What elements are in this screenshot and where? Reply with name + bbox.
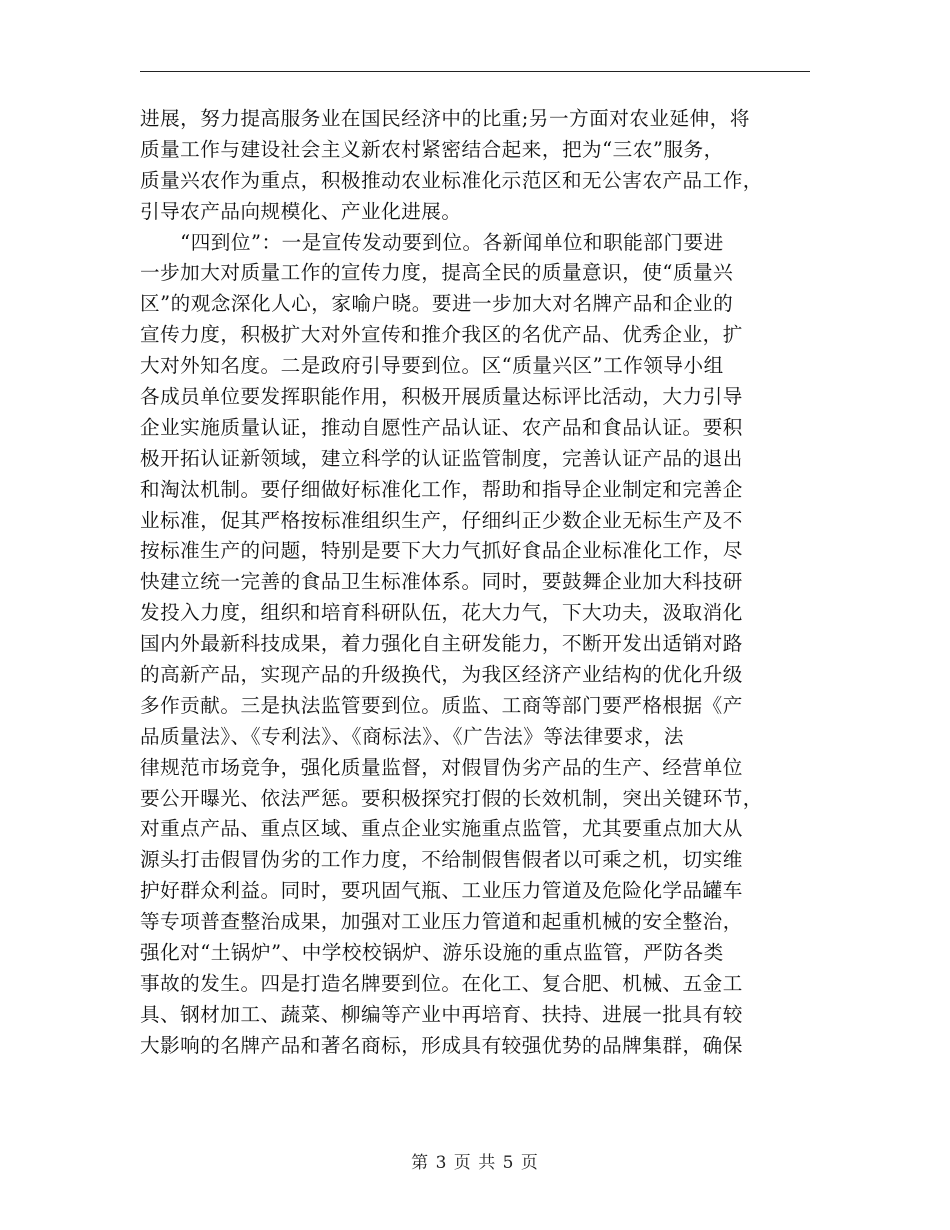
text-line: 多作贡献。三是执法监管要到位。质监、工商等部门要严格根据《产 [140, 693, 743, 717]
text-line: 律规范市场竞争，强化质量监督，对假冒伪劣产品的生产、经营单位 [140, 755, 743, 779]
text-line: 业标准，促其严格按标准组织生产，仔细纠正少数企业无标生产及不 [140, 508, 743, 532]
page-number: 第 3 页 共 5 页 [411, 1153, 539, 1173]
text-line: 一步加大对质量工作的宣传力度，提高全民的质量意识，使“质量兴 [140, 261, 734, 285]
text-line: 等专项普查整治成果，加强对工业压力管道和起重机械的安全整治， [140, 910, 743, 934]
text-line: 要公开曝光、依法严惩。要积极探究打假的长效机制，突出关键环节， [140, 786, 763, 810]
text-line: 护好群众利益。同时，要巩固气瓶、工业压力管道及危险化学品罐车 [140, 879, 743, 903]
text-line: 对重点产品、重点区域、重点企业实施重点监管，尤其要重点加大从 [140, 817, 743, 841]
text-line: 大影响的名牌产品和著名商标，形成具有较强优势的品牌集群，确保 [140, 1033, 743, 1057]
text-line: 和淘汰机制。要仔细做好标准化工作，帮助和指导企业制定和完善企 [140, 477, 743, 501]
text-line: 国内外最新科技成果，着力强化自主研发能力，不断开发出适销对路 [140, 632, 743, 656]
text-line: 区”的观念深化人心，家喻户晓。要进一步加大对名牌产品和企业的 [140, 292, 734, 316]
document-body [140, 104, 820, 1062]
text-line: 事故的发生。四是打造名牌要到位。在化工、复合肥、机械、五金工 [140, 971, 743, 995]
text-line: 源头打击假冒伪劣的工作力度，不给制假售假者以可乘之机，切实维 [140, 848, 743, 872]
text-line: 的高新产品，实现产品的升级换代，为我区经济产业结构的优化升级 [140, 663, 743, 687]
text-line: 具、钢材加工、蔬菜、柳编等产业中再培育、扶持、进展一批具有较 [140, 1002, 743, 1026]
text-line: 强化对“土锅炉”、中学校校锅炉、游乐设施的重点监管，严防各类 [140, 941, 724, 965]
text-line: 质量工作与建设社会主义新农村紧密结合起来，把为“三农”服务， [140, 137, 724, 161]
text-line: 质量兴农作为重点，积极推动农业标准化示范区和无公害农产品工作， [140, 168, 763, 192]
text-line: 引导农产品向规模化、产业化进展。 [140, 199, 462, 223]
text-line: 发投入力度，组织和培育科研队伍，花大力气，下大功夫，汲取消化 [140, 601, 743, 625]
text-line: 企业实施质量认证，推动自愿性产品认证、农产品和食品认证。要积 [140, 415, 743, 439]
text-line: 大对外知名度。二是政府引导要到位。区“质量兴区”工作领导小组 [140, 354, 724, 378]
text-line: 按标准生产的问题，特别是要下大力气抓好食品企业标准化工作，尽 [140, 539, 743, 563]
text-line: 各成员单位要发挥职能作用，积极开展质量达标评比活动，大力引导 [140, 385, 743, 409]
text-line: “四到位”：一是宣传发动要到位。各新闻单位和职能部门要进 [140, 230, 724, 254]
text-line: 宣传力度，积极扩大对外宣传和推介我区的名优产品、优秀企业，扩 [140, 323, 743, 347]
text-line: 极开拓认证新领域，建立科学的认证监管制度，完善认证产品的退出 [140, 446, 743, 470]
text-line: 快建立统一完善的食品卫生标准体系。同时，要鼓舞企业加大科技研 [140, 570, 743, 594]
header-rule [140, 71, 810, 72]
text-line: 品质量法》、《专利法》、《商标法》、《广告法》等法律要求，法 [140, 724, 685, 748]
text-line: 进展，努力提高服务业在国民经济中的比重;另一方面对农业延伸，将 [140, 107, 750, 130]
